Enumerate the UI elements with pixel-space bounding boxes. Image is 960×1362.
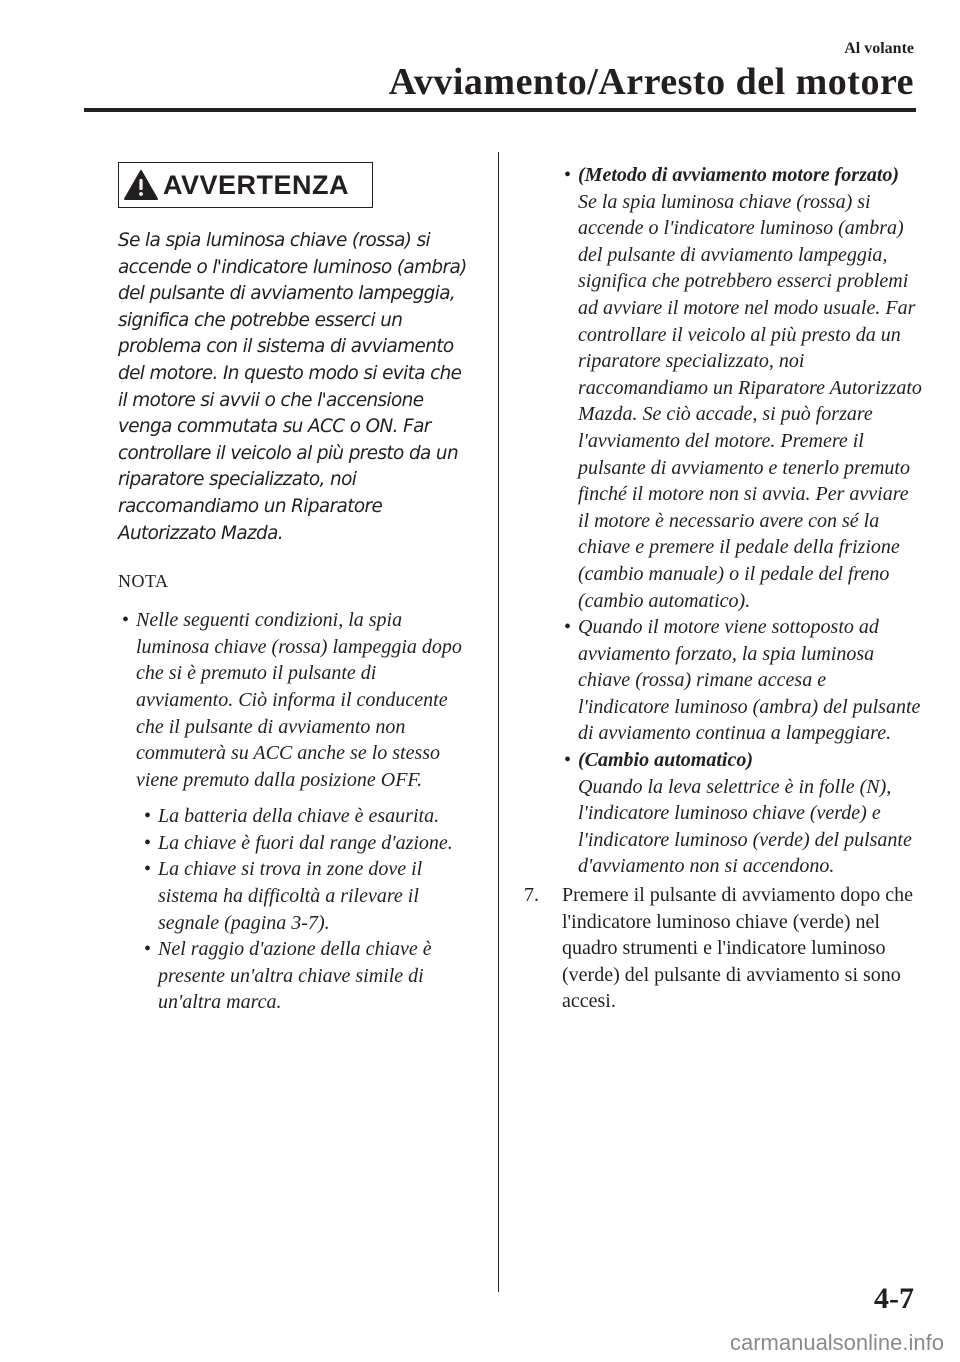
page-number: 4-7 bbox=[874, 1282, 914, 1315]
column-divider bbox=[498, 152, 499, 1292]
list-item-text: La chiave è fuori dal range d'azione. bbox=[158, 831, 453, 854]
item-label: (Cambio automatico) bbox=[578, 749, 753, 772]
item-label: (Metodo di avviamento motore forzato) bbox=[578, 164, 900, 186]
page-title: Avviamento/Arresto del motore bbox=[388, 61, 914, 103]
step-text: Premere il pulsante di avviamento dopo che l'indicatore luminoso chiave (verde) nel quadro strumenti e l'indicatore luminoso (verde) del pulsante di avviamento si sono accesi. bbox=[562, 884, 914, 1013]
list-item bbox=[560, 747, 922, 880]
list-item-text: La chiave si trova in zone dove il sistema ha difficoltà a rilevare il segnale (pagina 3-7). bbox=[158, 858, 423, 934]
list-item-text: Nel raggio d'azione della chiave è presente un'altra chiave simile di un'altra marca. bbox=[158, 938, 432, 1014]
item-text: Quando il motore viene sottoposto ad avviamento forzato, la spia luminosa chiave (rossa) rimane accesa e l'indicatore luminoso (ambra) del pulsante di avviamento continua a lampeggiare. bbox=[578, 616, 921, 745]
item-text: Se la spia luminosa chiave (rossa) si accende o l'indicatore luminoso (ambra) del pulsante di avviamento lampeggia, significa che potrebbero esserci problemi ad avviare il motore nel modo usuale. Far controllare il veicolo al più presto da un riparatore specializzato, noi raccomandiamo un Riparatore Autorizzato Mazda. Se ciò accade, si può forzare l'avviamento del motore. Premere il pulsante di avviamento e tenerlo premuto finché il motore non si avvia. Per avviare il motore è necessario avere con sé la chiave e premere il pedale della frizione (cambio manuale) o il pedale del freno (cambio automatico). bbox=[578, 190, 922, 612]
list-item bbox=[560, 614, 922, 747]
list-item bbox=[140, 856, 474, 936]
bullet: • bbox=[122, 609, 130, 632]
note-item bbox=[118, 607, 474, 793]
warning-title: AVVERTENZA bbox=[163, 169, 350, 200]
right-column bbox=[522, 162, 922, 1015]
step-7 bbox=[522, 882, 922, 1015]
watermark: carmanualsonline.info bbox=[729, 1330, 944, 1355]
warning-box bbox=[118, 162, 373, 208]
note-sub-list bbox=[118, 803, 474, 1016]
warning-text: Se la spia luminosa chiave (rossa) si accende o l'indicatore luminoso (ambra) del pulsante di avviamento lampeggia, significa che potrebbe esserci un problema con il sistema di avviamento del motore. In questo modo si evita che il motore si avvii o che l'accensione venga commutata su ACC o ON. Far controllare il veicolo al più presto da un riparatore specializzato, noi raccomandiamo un Riparatore Autorizzato Mazda. bbox=[118, 230, 467, 544]
item-text: Quando la leva selettrice è in folle (N), l'indicatore luminoso chiave (verde) e l'indicatore luminoso (verde) del pulsante d'avviamento non si accendono. bbox=[578, 775, 912, 878]
bullet: • bbox=[144, 831, 152, 854]
bullet: • bbox=[564, 164, 572, 186]
bullet: • bbox=[564, 749, 572, 772]
bullet: • bbox=[144, 938, 152, 961]
list-item bbox=[140, 803, 474, 830]
section-label: Al volante bbox=[844, 40, 914, 57]
list-item bbox=[140, 936, 474, 1016]
bullet: • bbox=[144, 805, 152, 828]
list-item-text: La batteria della chiave è esaurita. bbox=[158, 805, 440, 828]
header-rule bbox=[84, 108, 916, 112]
note-title: NOTA bbox=[118, 571, 169, 592]
right-note-list bbox=[522, 162, 922, 880]
step-number: 7. bbox=[524, 884, 539, 907]
bullet: • bbox=[564, 616, 572, 639]
list-item bbox=[560, 162, 922, 614]
left-column bbox=[118, 162, 474, 1016]
list-item bbox=[140, 830, 474, 857]
bullet: • bbox=[144, 858, 152, 881]
warning-triangle-icon bbox=[123, 169, 159, 201]
note-item-text: Nelle seguenti condizioni, la spia luminosa chiave (rossa) lampeggia dopo che si è premuto il pulsante di avviamento. Ciò informa il conducente che il pulsante di avviamento non commuterà su ACC anche se lo stesso viene premuto dalla posizione OFF. bbox=[136, 609, 462, 791]
